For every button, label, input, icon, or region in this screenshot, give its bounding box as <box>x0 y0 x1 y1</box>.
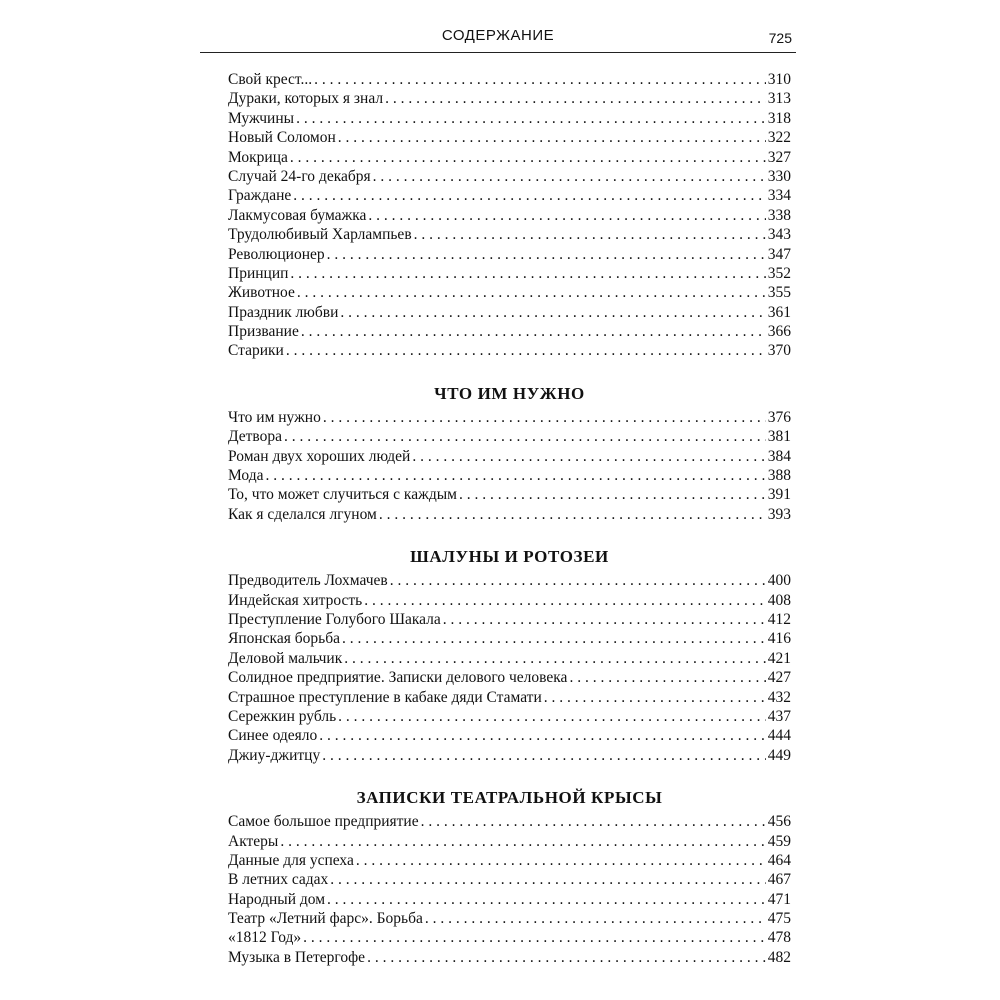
toc-entry-title: Граждане <box>228 187 292 205</box>
toc-entry-title: Солидное предприятие. Записки делового человека <box>228 669 568 687</box>
toc-entry-title: Актеры <box>228 832 279 850</box>
toc-entry <box>228 726 791 745</box>
toc-entry-title: Деловой мальчик <box>228 649 343 667</box>
toc-entry-page: 318 <box>767 109 791 127</box>
toc-entry-title: Свой крест... <box>228 71 313 88</box>
dot-leader <box>323 408 766 427</box>
dot-leader <box>544 688 766 707</box>
toc-entry <box>228 571 791 590</box>
toc-entry <box>228 591 791 610</box>
toc-entry-page: 421 <box>767 649 791 667</box>
dot-leader <box>290 264 765 283</box>
toc-entry-title: Роман двух хороших людей <box>228 447 411 465</box>
toc-entry <box>228 89 791 108</box>
toc-entry-page: 412 <box>767 610 791 628</box>
dot-leader <box>330 870 765 889</box>
dot-leader <box>368 206 765 225</box>
toc-entry <box>228 890 791 909</box>
toc-entry <box>228 485 791 504</box>
toc-entry <box>228 649 791 668</box>
toc-entry-title: В летних садах <box>228 871 329 889</box>
dot-leader <box>265 466 765 485</box>
toc-entry-page: 478 <box>767 929 791 947</box>
toc-entry-page: 327 <box>767 148 791 166</box>
toc-entry-title: То, что может случиться с каждым <box>228 486 457 504</box>
toc-entry-title: Страшное преступление в кабаке дяди Стамати <box>228 688 542 706</box>
toc-section <box>228 786 791 967</box>
toc-entry <box>228 70 791 89</box>
toc-section <box>228 382 791 524</box>
dot-leader <box>379 505 766 524</box>
toc-entry-page: 408 <box>767 591 791 609</box>
toc-entry-title: Революционер <box>228 245 325 263</box>
dot-leader <box>296 109 766 128</box>
dot-leader <box>297 283 766 302</box>
page-number: 725 <box>768 30 792 46</box>
toc-entry-title: Лакмусовая бумажка <box>228 206 367 224</box>
toc-entry-title: Музыка в Петергофе <box>228 948 366 966</box>
toc-entry <box>228 341 791 360</box>
header-rule <box>200 52 796 53</box>
section-heading: ЧТО ИМ НУЖНО <box>434 383 585 403</box>
toc-entry-title: Новый Соломон <box>228 129 336 147</box>
toc-entry-title: Случай 24-го декабря <box>228 167 371 185</box>
dot-leader <box>569 668 765 687</box>
dot-leader <box>414 225 766 244</box>
toc-entry-title: Животное <box>228 284 295 302</box>
toc-entry-page: 370 <box>767 342 791 360</box>
toc-entry-title: Преступление Голубого Шакала <box>228 610 441 628</box>
toc-entry <box>228 948 791 967</box>
dot-leader <box>338 707 766 726</box>
toc-entry <box>228 610 791 629</box>
toc-entry <box>228 466 791 485</box>
toc-entry-page: 456 <box>767 813 791 831</box>
toc-entry-page: 376 <box>767 408 791 426</box>
toc-entry-page: 459 <box>767 832 791 850</box>
toc-entry <box>228 167 791 186</box>
toc-entry-page: 381 <box>767 428 791 446</box>
toc-section <box>228 70 791 361</box>
dot-leader <box>340 303 765 322</box>
toc-entry-title: Джиу-джитцу <box>228 746 321 764</box>
toc-entry <box>228 206 791 225</box>
dot-leader <box>459 485 766 504</box>
toc-entry-title: Театр «Летний фарс». Борьба <box>228 910 423 928</box>
dot-leader <box>314 70 766 89</box>
toc-entry-title: Призвание <box>228 323 299 341</box>
toc-entry <box>228 128 791 147</box>
toc-entry <box>228 447 791 466</box>
dot-leader <box>443 610 766 629</box>
toc-entry <box>228 264 791 283</box>
toc-entry-title: Сережкин рубль <box>228 707 337 725</box>
toc-entry-page: 464 <box>767 851 791 869</box>
dot-leader <box>373 167 766 186</box>
toc-entry <box>228 909 791 928</box>
toc-entry <box>228 109 791 128</box>
toc-entry-title: Предводитель Лохмачев <box>228 572 388 590</box>
toc-entry-page: 427 <box>767 669 791 687</box>
toc-entry <box>228 303 791 322</box>
toc-entry-page: 391 <box>767 486 791 504</box>
dot-leader <box>367 948 766 967</box>
toc-entry-page: 355 <box>767 284 791 302</box>
toc-entry <box>228 928 791 947</box>
toc-entry-page: 467 <box>767 871 791 889</box>
dot-leader <box>342 629 766 648</box>
toc-entry-page: 313 <box>767 90 791 108</box>
dot-leader <box>385 89 766 108</box>
dot-leader <box>293 186 765 205</box>
toc-entry <box>228 812 791 831</box>
toc-entry-page: 334 <box>767 187 791 205</box>
dot-leader <box>364 591 766 610</box>
toc-entry-page: 475 <box>767 910 791 928</box>
toc-entry-title: Мода <box>228 467 264 485</box>
toc-entry <box>228 707 791 726</box>
toc-entry-title: Старики <box>228 342 284 360</box>
toc-entry-page: 437 <box>767 707 791 725</box>
toc-entry-title: Трудолюбивый Харлампьев <box>228 226 412 244</box>
toc-entry-page: 343 <box>767 226 791 244</box>
toc-entry <box>228 688 791 707</box>
dot-leader <box>344 649 766 668</box>
dot-leader <box>319 726 766 745</box>
dot-leader <box>284 427 766 446</box>
toc-entry-page: 444 <box>767 727 791 745</box>
toc-entry <box>228 225 791 244</box>
toc-entry-title: Данные для успеха <box>228 851 354 869</box>
section-heading: ШАЛУНЫ И РОТОЗЕИ <box>410 547 609 567</box>
toc-entry-page: 310 <box>767 71 791 88</box>
toc-entry-title: «1812 Год» <box>228 929 302 947</box>
toc-entry-title: Принцип <box>228 264 289 282</box>
toc-entry-title: Что им нужно <box>228 408 321 426</box>
toc-entry-title: Синее одеяло <box>228 727 318 745</box>
toc-entry <box>228 851 791 870</box>
dot-leader <box>412 447 765 466</box>
toc-entry-title: Японская борьба <box>228 630 340 648</box>
toc-entry-page: 432 <box>767 688 791 706</box>
toc-entry-title: Праздник любви <box>228 303 339 321</box>
toc-entry <box>228 322 791 341</box>
toc-entry-page: 347 <box>767 245 791 263</box>
toc-entry-page: 388 <box>767 467 791 485</box>
toc-entry-page: 366 <box>767 323 791 341</box>
running-title: СОДЕРЖАНИЕ <box>441 27 555 44</box>
toc-entry-title: Как я сделался лгуном <box>228 505 377 523</box>
toc-entry <box>228 245 791 264</box>
dot-leader <box>303 928 766 947</box>
toc-entry-page: 471 <box>767 890 791 908</box>
toc-entry-page: 338 <box>767 206 791 224</box>
toc-entry <box>228 427 791 446</box>
toc-entry-page: 416 <box>767 630 791 648</box>
dot-leader <box>327 245 766 264</box>
toc-entry-title: Самое большое предприятие <box>228 813 419 831</box>
dot-leader <box>280 832 765 851</box>
table-of-contents <box>228 70 791 967</box>
toc-entry <box>228 408 791 427</box>
dot-leader <box>356 851 766 870</box>
toc-entry <box>228 629 791 648</box>
toc-entry <box>228 186 791 205</box>
toc-entry-page: 400 <box>767 572 791 590</box>
toc-entry-title: Дураки, которых я знал <box>228 90 384 108</box>
toc-entry-page: 322 <box>767 129 791 147</box>
toc-section <box>228 545 791 765</box>
dot-leader <box>322 746 766 765</box>
toc-entry-title: Мокрица <box>228 148 288 166</box>
toc-entry-page: 330 <box>767 167 791 185</box>
dot-leader <box>301 322 766 341</box>
toc-entry-title: Народный дом <box>228 890 326 908</box>
toc-entry <box>228 668 791 687</box>
toc-entry-page: 384 <box>767 447 791 465</box>
toc-entry-title: Индейская хитрость <box>228 591 363 609</box>
dot-leader <box>338 128 766 147</box>
dot-leader <box>286 341 766 360</box>
toc-entry-title: Детвора <box>228 428 283 446</box>
dot-leader <box>421 812 766 831</box>
toc-entry <box>228 148 791 167</box>
toc-entry <box>228 870 791 889</box>
toc-entry <box>228 832 791 851</box>
toc-entry-title: Мужчины <box>228 109 295 127</box>
dot-leader <box>390 571 766 590</box>
dot-leader <box>425 909 766 928</box>
toc-entry <box>228 283 791 302</box>
toc-entry-page: 352 <box>767 264 791 282</box>
toc-entry-page: 393 <box>767 505 791 523</box>
toc-entry-page: 361 <box>767 303 791 321</box>
toc-entry <box>228 746 791 765</box>
dot-leader <box>327 890 766 909</box>
page-header <box>200 24 796 50</box>
dot-leader <box>290 148 766 167</box>
toc-entry-page: 482 <box>767 948 791 966</box>
toc-entry-page: 449 <box>767 746 791 764</box>
toc-entry <box>228 505 791 524</box>
section-heading: ЗАПИСКИ ТЕАТРАЛЬНОЙ КРЫСЫ <box>356 788 663 808</box>
